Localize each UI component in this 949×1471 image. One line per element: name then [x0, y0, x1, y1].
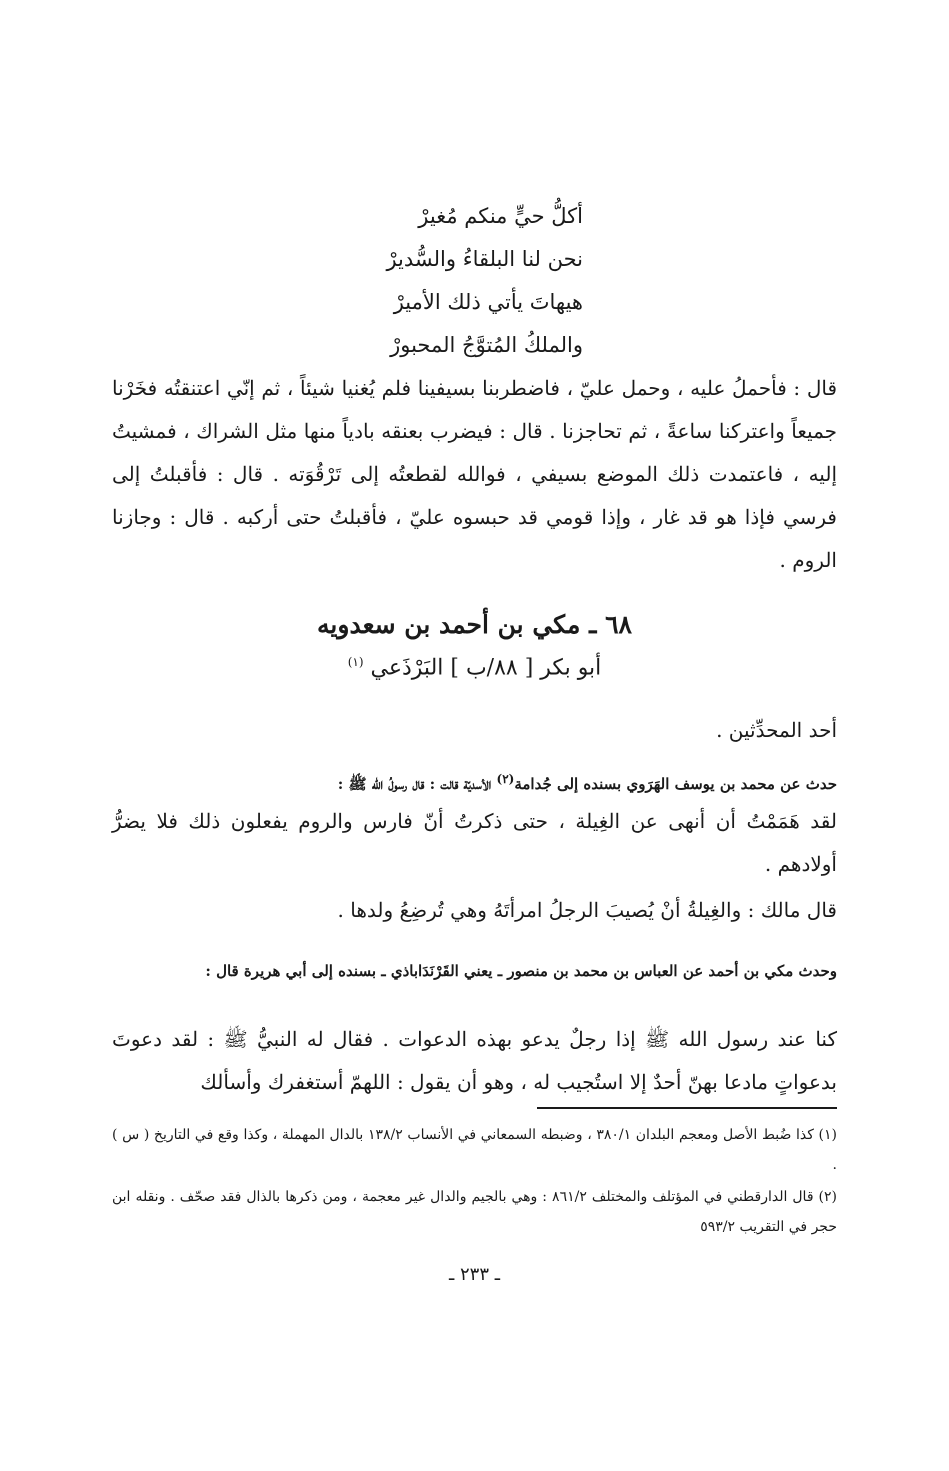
isnad-1-text: حدث عن محمد بن يوسف الهَرَوي بسنده إلى جُدامة [514, 775, 837, 793]
poem-line: والملكُ المُتوَّجُ المحبورْ [390, 333, 583, 357]
hadith-1-paragraph: لقد هَمَمْتُ أن أنهى عن الغِيلة ، حتى ذكرتُ أنّ فارس والروم يفعلون ذلك فلا يضرُّ أولادهم . [112, 809, 837, 876]
footnote-ref-1: (١) [347, 655, 364, 669]
entry-title: ٦٨ ـ مكي بن أحمد بن سعدويه [317, 610, 632, 639]
poem-line: أكلُّ حيٍّ منكم مُغيرْ [418, 204, 583, 228]
footnote-ref-2: (٢) [496, 772, 515, 786]
poem-line: نحن لنا البلقاءُ والسُّديرْ [386, 247, 583, 271]
isnad-line-2: وحدث مكي بن أحمد عن العباس بن محمد بن منصور ـ يعني القَرْنَدَاباذي ـ بسنده إلى أبي هريرة قال : [205, 962, 837, 980]
isnad-1-end: الأسديّة قالت : قال رسولُ الله ﷺ : [337, 775, 492, 793]
entry-description: أحد المحدِّثين . [716, 718, 837, 742]
isnad-line-1 [112, 772, 837, 797]
footnote-1: (١) كذا ضُبط الأصل ومعجم البلدان ٣٨٠/١ ، وضبطه السمعاني في الأنساب ١٣٨/٢ بالدال المهملة ، وكذا وقع في التاريخ ( س ) . [112, 1127, 837, 1173]
malik-line: قال مالك : والغِيلةُ أنْ يُصيبَ الرجلُ امرأتَهُ وهي تُرضِعُ ولدها . [337, 898, 837, 922]
narration-paragraph: قال : فأحملُ عليه ، وحمل عليّ ، فاضطربنا بسيفينا فلم يُغنيا شيئاً ، ثم إنّي اعتنقتُه فخَرْنا جميعاً واعتركنا ساعةً ، ثم تحاجزنا . قال : فيضرب بعنقه بادياً منها مثل الشراك ، فمشيتُ إليه ، فاعتمدت ذلك الموضع بسيفي ، فوالله لقطعتُه إلى تَرْقُوَته . قال : فأقبلتُ إلى فرسي فإذا هو قد غار ، وإذا قومي قد حبسوه عليّ ، فأقبلتُ حتى أركبه . قال : وجازنا الروم . [112, 376, 837, 572]
page-number: ـ ٢٣٣ ـ [448, 1264, 500, 1285]
entry-subtitle [0, 655, 949, 680]
poem-line: هيهاتَ يأتي ذلك الأميرْ [393, 290, 583, 314]
footnote-2: (٢) قال الدارقطني في المؤتلف والمختلف ٨٦١/٢ : وهي بالجيم والدال غير معجمة ، ومن ذكرها بالذال فقد صحّف . ونقله ابن حجر في التقريب ٥٩٣/٢ [112, 1189, 837, 1235]
footnote-divider [537, 1107, 837, 1109]
hadith-2-paragraph: كنا عند رسول الله ﷺ إذا رجلٌ يدعو بهذه الدعوات . فقال له النبيُّ ﷺ : لقد دعوتَ بدعواتٍ مادعا بهنّ أحدٌ إلا استُجيب له ، وهو أن يقول : اللهمّ أستغفرك وأسألك [112, 1027, 837, 1094]
entry-subtitle-text: أبو بكر [ ٨٨/ب ] البَرْذَعي [370, 655, 602, 681]
poem-block [323, 195, 583, 367]
